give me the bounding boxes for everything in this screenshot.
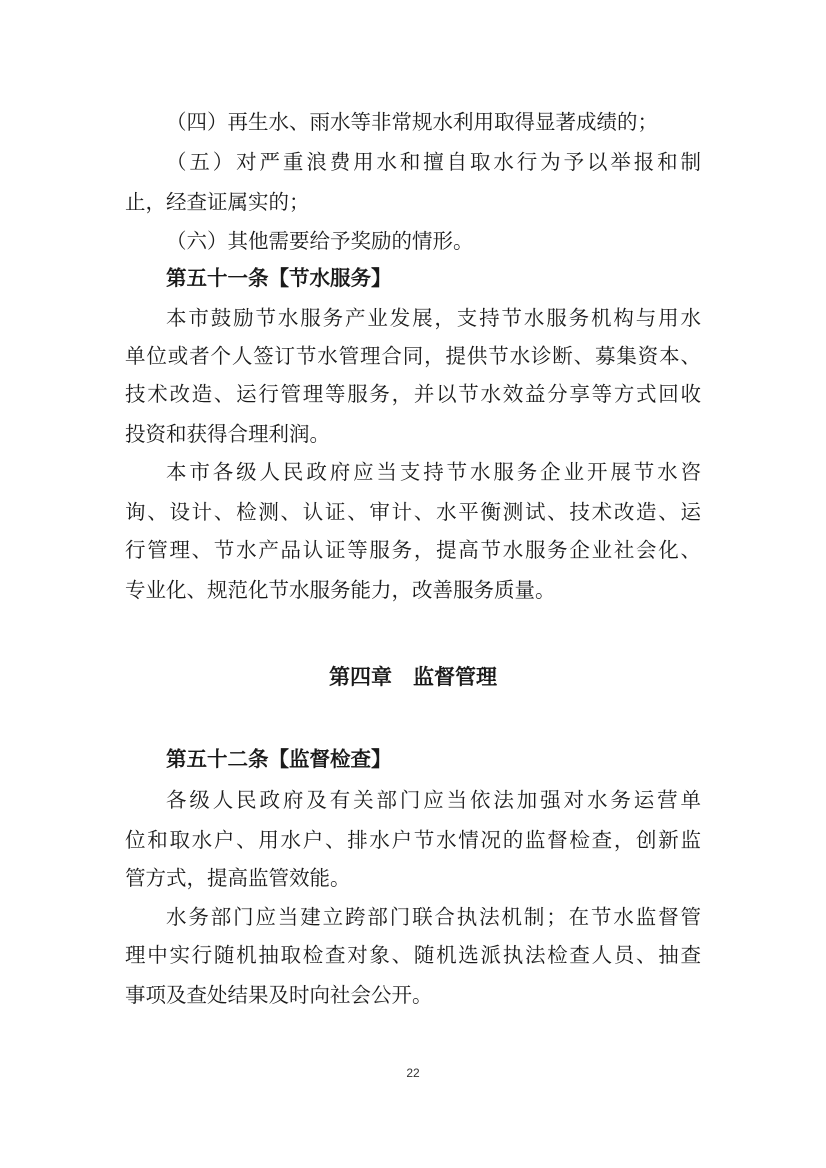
article-51-p1-line: 单位或者个人签订节水管理合同，提供节水诊断、募集资本、 bbox=[125, 344, 701, 368]
article-52-p1-line: 各级人民政府及有关部门应当依法加强对水务运营单 bbox=[166, 788, 701, 812]
article-51-heading: 第五十一条【节水服务】 bbox=[166, 266, 392, 290]
article-52-p2-line: 理中实行随机抽取检查对象、随机选派执法检查人员、抽查 bbox=[125, 943, 701, 967]
article-52-heading: 第五十二条【监督检查】 bbox=[166, 747, 392, 771]
item-6: （六）其他需要给予奖励的情形。 bbox=[166, 229, 474, 253]
article-52-p1-line: 管方式，提高监管效能。 bbox=[125, 866, 351, 890]
article-52-p1-line: 位和取水户、用水户、排水户节水情况的监督检查，创新监 bbox=[125, 828, 701, 852]
chapter-title: 第四章 监督管理 bbox=[329, 665, 497, 689]
article-51-p2-line: 本市各级人民政府应当支持节水服务企业开展节水咨 bbox=[166, 460, 701, 484]
article-51-p1-line: 技术改造、运行管理等服务，并以节水效益分享等方式回收 bbox=[125, 382, 701, 406]
page-number: 22 bbox=[406, 1066, 420, 1080]
article-51-p2-line: 询、设计、检测、认证、审计、水平衡测试、技术改造、运 bbox=[125, 500, 701, 524]
item-4: （四）再生水、雨水等非常规水利用取得显著成绩的； bbox=[166, 110, 658, 134]
item-5-line-2: 止，经查证属实的； bbox=[125, 190, 310, 214]
article-51-p2-line: 行管理、节水产品认证等服务，提高节水服务企业社会化、 bbox=[125, 538, 701, 562]
article-52-p2-line: 水务部门应当建立跨部门联合执法机制；在节水监督管 bbox=[166, 905, 701, 929]
item-5-line-1: （五）对严重浪费用水和擅自取水行为予以举报和制 bbox=[166, 150, 701, 174]
article-51-p1-line: 本市鼓励节水服务产业发展，支持节水服务机构与用水 bbox=[166, 306, 701, 330]
article-51-p2-line: 专业化、规范化节水服务能力，改善服务质量。 bbox=[125, 578, 556, 602]
article-52-p2-line: 事项及查处结果及时向社会公开。 bbox=[125, 983, 433, 1007]
article-51-p1-line: 投资和获得合理利润。 bbox=[125, 422, 330, 446]
